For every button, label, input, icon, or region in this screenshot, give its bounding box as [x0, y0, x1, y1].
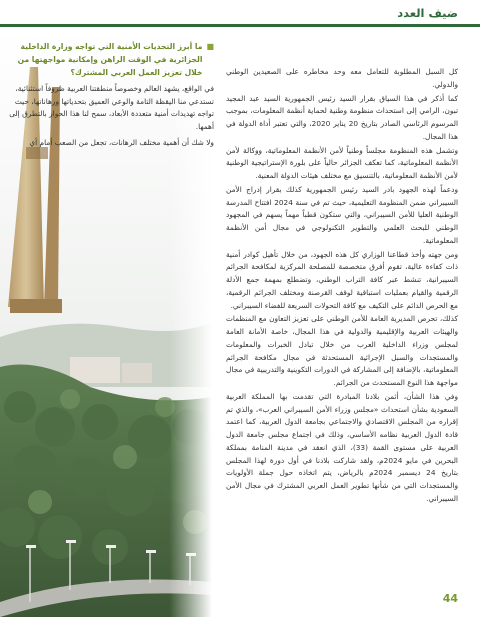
- body-paragraph: كما أذكر في هذا السياق بقرار السيد رئيس الجمهورية السيد عبد المجيد تبون، الرامي إلى استحداث منظومة وطنية لحماية أنظمة المعلومات، بموجب المرسوم الرئاسي الصادر بتاريخ 20 يناير 2020، والتي تعتبر أداة الدولة في هذا المجال.: [226, 93, 459, 141]
- body-paragraph: ومن جهته وأخذ قطاعنا الوزاري كل هذه الجهود، من خلال تأهيل كوادر أمنية ذات كفاءة عالية، تقوم أفرق متخصصة للمصلحة المركزية لمكافحة الجرائم السيبرانية، تنشط عبر كافة التراب الوطني، وتضطلع بمهمة جمع الأدلة الرقمية والقيام بعمليات استباقية لوقف القرصنة ومختلف الجرائم الرقمية، مع الحرص الدائم على التكيف مع كافة التحولات السريعة للفضاء السيبراني.: [226, 249, 458, 310]
- body-paragraph: كذلك، تحرص المديرية العامة للأمن الوطني على تعزيز التعاون مع المنظمات والهيئات العربية والإقليمية والدولية في هذا المجال، خاصة الأمانة العامة لمجلس وزراء الداخلية العرب من خلال تبادل الخبرات والمعلومات والمستجدات والسبل الإجرائية المستحدثة في مجال مكافحة الجرائم المعلوماتية، بالإضافة إلى المشاركة في الدورات التكوينية والتدريبية في مجال مواجهة هذا النوع المستحدث من الجرائم.: [226, 314, 458, 387]
- body-paragraph: ودعماً لهذه الجهود بادر السيد رئيس الجمهورية كذلك بقرار إدراج الأمن السيبراني ضمن المنظومة التعليمية، حيث تم في سنة 2024 افتتاح المدرسة الوطنية العليا للأمن السيبراني، والتي ستكون قطباً مهماً يسهم في المجهود الوطني للبحث العلمي والتطوير التكنولوجي في مجال أمن الأنظمة المعلوماتية.: [226, 184, 458, 245]
- page-number: 44: [442, 592, 458, 605]
- body-paragraph: وفي هذا الشأن، أثمن بلادنا المبادرة التي تقدمت بها المملكة العربية السعودية بشأن استحداث «مجلس وزراء الأمن السيبراني العرب»، والذي تم إقراره من المجلس الاقتصادي والاجتماعي بجامعة الدول العربية، كما اعتمد قادة الدول العربية نظامه الأساسي، وذلك في اجتماع مجلس جامعة الدول العربية على مستوى القمة (33)، الذي انعقد في مدينة المنامة بمملكة البحرين في مايو 2024م، ولقد شاركت بلادنا في أول دورة لهذا المجلس بتاريخ 24 ديسمبر 2024م بالرياض، يتم اتخاذه حول جملة الأولويات والمستجدات التي من شأنها تطوير العمل العربي المشترك في مجال الأمن السيبراني.: [226, 391, 458, 503]
- body-paragraph: وتشمل هذه المنظومة مجلساً وطنياً لأمن الأنظمة المعلوماتية، ووكالة لأمن الأنظمة المعلوماتية، كما تعكف الجزائر حالياً على بلورة الإستراتيجية الوطنية لأمن الأنظمة المعلوماتية، بالتنسيق مع مختلف هيئات الدولة المعنية.: [226, 145, 458, 180]
- answer-paragraph-2: ولا شك أن أهمية مختلف الرهانات، تجعل من الصعب أمام أي: [29, 138, 214, 148]
- bullet-square-icon: ■: [206, 42, 214, 51]
- question-text: ما أبرز التحديات الأمنية التي تواجه وزارة الداخلية الجزائرية في الوقت الراهن وإمكانية مواجهتها من خلال تعزيز العمل العربي المشترك؟: [17, 42, 203, 77]
- interview-question: [8, 40, 214, 79]
- answer-paragraph-1: في الواقع، يشهد العالم وخصوصاً منطقتنا العربية ظروفاً استثنائية، تستدعي منا اليقظة التامة والوعي العميق بتحدياتها ورهاناتها، حيث تواجه تهديدات أمنية متعددة الأبعاد، سمح لنا هذا الحوار بالتطرق إلى أهمها.: [9, 84, 214, 131]
- body-paragraph: كل السبل المطلوبة للتعامل معه وحد مخاطره على الصعيدين الوطني والدولي.: [226, 67, 458, 89]
- section-title: ضيف العدد: [397, 6, 458, 20]
- interview-question-block: [8, 40, 214, 150]
- article-body-column: [226, 66, 458, 507]
